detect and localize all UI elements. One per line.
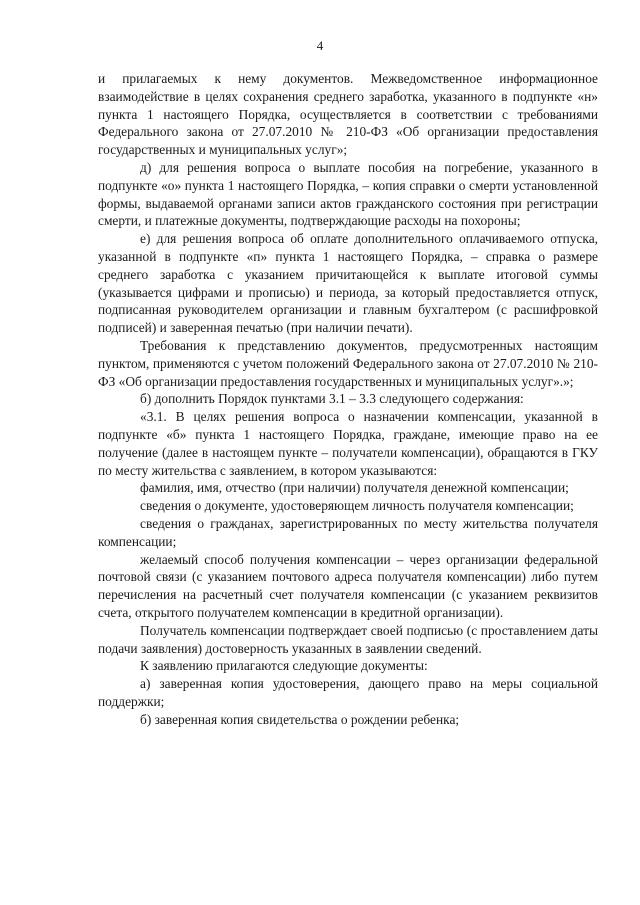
paragraph-3-1: «3.1. В целях решения вопроса о назначении компенсации, указанной в подпункте «б» пункта 1 настоящего Порядка, граждане, имеющие право на ее получение (далее в настоящем пункте – получатели компенсации), обращаются в ГКУ по месту жительства с заявлением, в котором указываются: — [98, 409, 598, 478]
list-item-full-name: фамилия, имя, отчество (при наличии) получателя денежной компенсации; — [140, 480, 569, 496]
paragraph-signature-confirmation: Получатель компенсации подтверждает своей подписью (с проставлением даты подачи заявления) достоверность указанных в заявлении сведений. — [98, 622, 598, 656]
list-item-identity-document: сведения о документе, удостоверяющем личность получателя компенсации; — [140, 498, 574, 514]
attachment-item-b: б) заверенная копия свидетельства о рождении ребенка; — [140, 711, 460, 727]
paragraph-item-e: е) для решения вопроса об оплате дополнительного оплачиваемого отпуска, указанной в подпункте «п» пункта 1 настоящего Порядка, – справка о размере среднего заработка с указанием причитающейся к выплате итоговой суммы (указывается цифрами и прописью) и периода, за который предоставляется отпуск, подписанная руководителем организации и главным бухгалтером (с расшифровкой подписей) и заверенная печатью (при наличии печати). — [98, 231, 598, 336]
list-item-registered-citizens: сведения о гражданах, зарегистрированных по месту жительства получателя компенсации; — [98, 515, 598, 549]
page-number: 4 — [316, 38, 324, 53]
document-body — [98, 70, 598, 728]
paragraph-amendment-b: б) дополнить Порядок пунктами 3.1 – 3.3 следующего содержания: — [140, 391, 524, 407]
paragraph-item-d: д) для решения вопроса о выплате пособия на погребение, указанного в подпункте «о» пункта 1 настоящего Порядка, – копия справки о смерти установленной формы, выдаваемой органами записи актов гражданского состояния при регистрации смерти, и платежные документы, подтверждающие расходы на похороны; — [98, 159, 598, 229]
paragraph-continuation: и прилагаемых к нему документов. Межведомственное информационное взаимодействие в целях сохранения среднего заработка, указанного в подпункте «н» пункта 1 настоящего Порядка, осуществляется в соответствии с требованиями Федерального закона от 27.07.2010 № 210-ФЗ «Об организации предоставления государственных и муниципальных услуг»; — [98, 71, 598, 158]
paragraph-requirements: Требования к представлению документов, предусмотренных настоящим пунктом, применяются с учетом положений Федерального закона от 27.07.2010 № 210-ФЗ «Об организации предоставления государственных и муниципальных услуг».»; — [98, 337, 598, 389]
list-item-payment-method: желаемый способ получения компенсации – через организации федеральной почтовой связи (с указанием почтового адреса получателя компенсации) либо путем перечисления на расчетный счет получателя компенсации (с указанием реквизитов счета, открытого получателем компенсации в кредитной организации). — [98, 551, 598, 620]
paragraph-attachments-intro: К заявлению прилагаются следующие документы: — [140, 658, 428, 674]
attachment-item-a: а) заверенная копия удостоверения, дающего право на меры социальной поддержки; — [98, 676, 598, 709]
